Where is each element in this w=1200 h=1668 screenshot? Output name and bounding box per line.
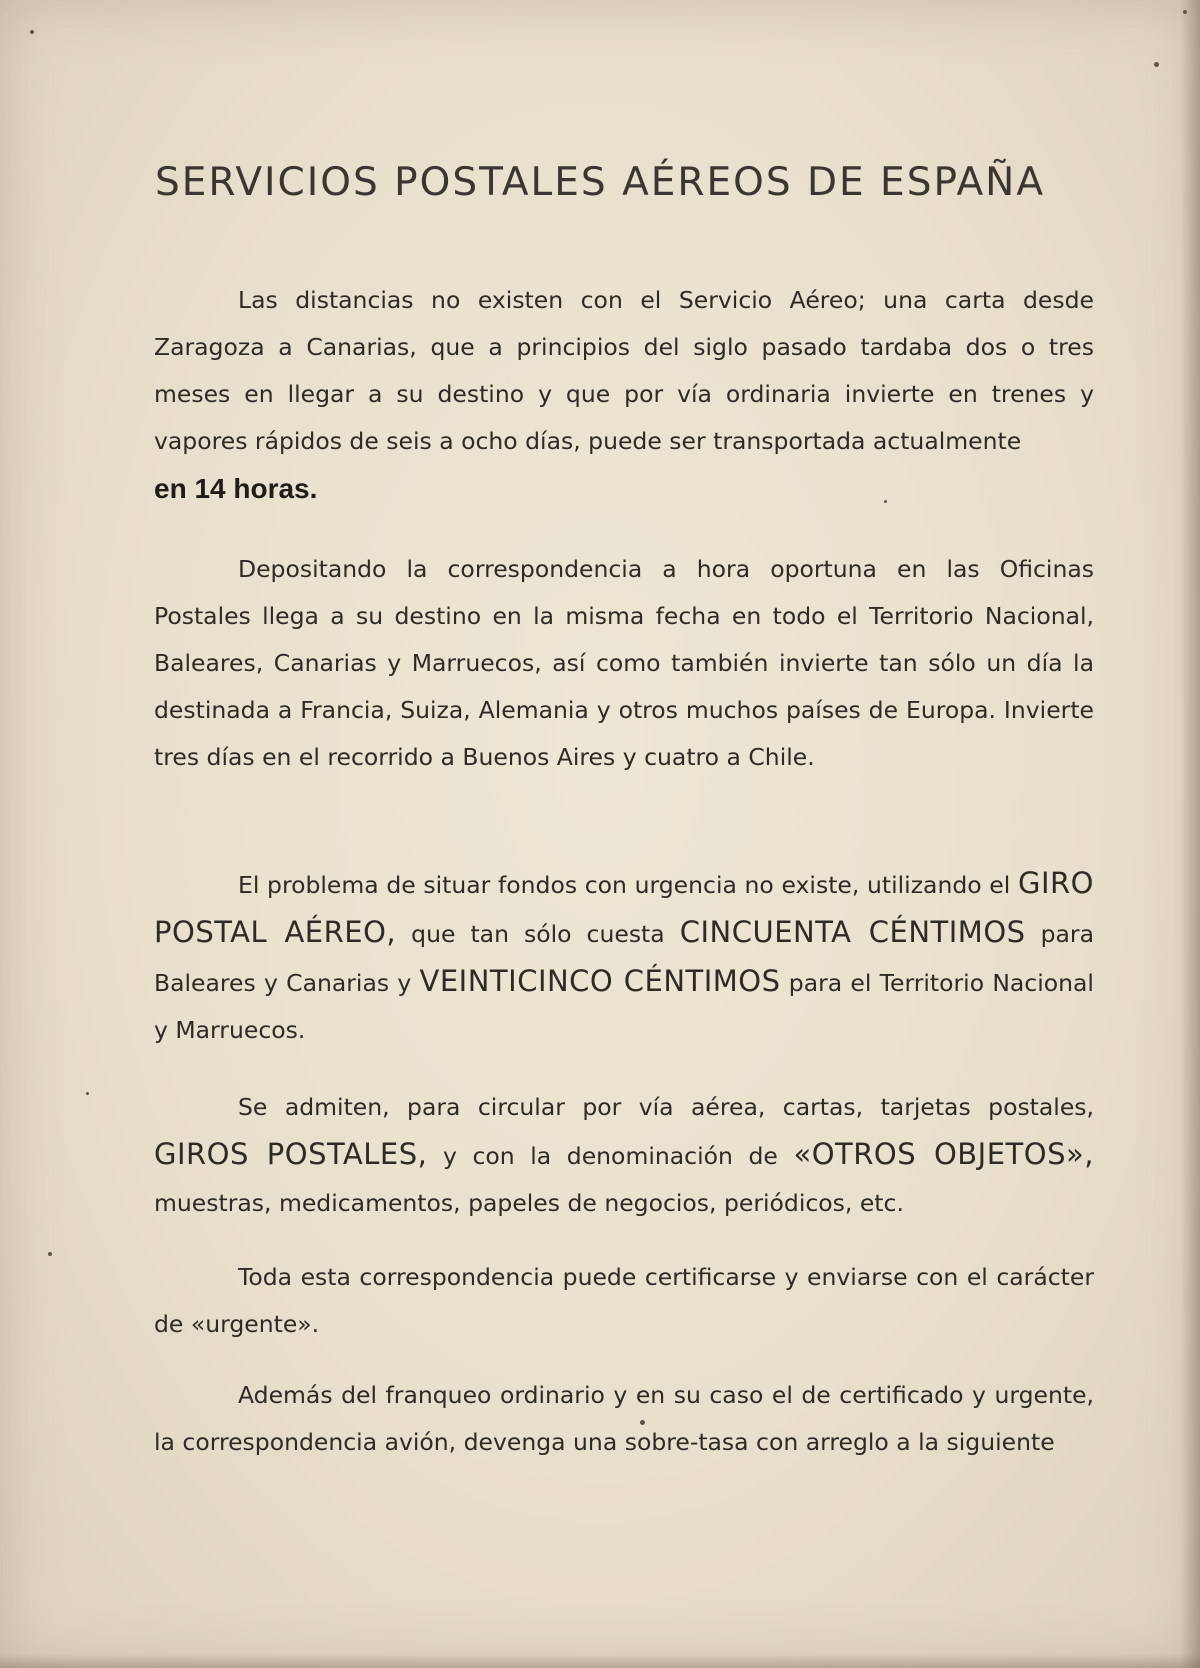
paragraph-deposit — [154, 546, 1094, 781]
delivery-time-highlight: en 14 horas. — [154, 473, 318, 504]
paragraph-deposit-text: Depositando la correspondencia a hora oportuna en las Oficinas Postales llega a su destino en la misma fecha en todo el Territorio Nacional, Baleares, Canarias y Marruecos, así como también invierte tan sólo un día la destinada a Francia, Suiza, Alemania y otros muchos países de Europa. Invierte tres días en el recorrido a Buenos Aires y cuatro a Chile. — [154, 555, 1094, 771]
paragraph-giro-postal — [154, 860, 1094, 1054]
page-edge-shadow — [1180, 0, 1200, 1668]
paragraph-certification-text: Toda esta correspondencia puede certificarse y enviarse con el carácter de «urgente». — [154, 1263, 1094, 1338]
giro-text-b: que tan sólo cuesta — [411, 920, 665, 948]
admitted-text-c: muestras, medicamentos, papeles de negocios, periódicos, etc. — [154, 1189, 904, 1217]
page-title: SERVICIOS POSTALES AÉREOS DE ESPAÑA — [154, 160, 1046, 205]
paragraph-surcharge — [154, 1372, 1094, 1466]
paragraph-certification — [154, 1254, 1094, 1348]
paragraph-surcharge-text: Además del franqueo ordinario y en su caso el de certificado y urgente, la correspondencia avión, devenga una sobre-tasa con arreglo a la siguiente — [154, 1381, 1094, 1456]
admitted-text-a: Se admiten, para circular por vía aérea, cartas, tarjetas postales, — [238, 1093, 1094, 1121]
giro-text-c: para Baleares y Canarias y — [154, 920, 1094, 997]
admitted-text-b: y con la denominación de — [442, 1142, 778, 1170]
otros-objetos-emphasis: «OTROS OBJETOS», — [793, 1137, 1094, 1171]
giro-text-a: El problema de situar fondos con urgencia no existe, utilizando el — [238, 871, 1011, 899]
giros-postales-emphasis: GIROS POSTALES, — [154, 1137, 428, 1171]
cincuenta-centimos-emphasis: CINCUENTA CÉNTIMOS — [679, 915, 1026, 949]
paragraph-admitted-items — [154, 1084, 1094, 1227]
veinticinco-centimos-emphasis: VEINTICINCO CÉNTIMOS — [419, 964, 781, 998]
paragraph-distances — [154, 277, 1094, 514]
page-bottom-edge — [0, 1654, 1200, 1668]
paragraph-distances-text: Las distancias no existen con el Servicio Aéreo; una carta desde Zaragoza a Canarias, que a principios del siglo pasado tardaba dos o tres meses en llegar a su destino y que por vía ordinaria invierte en trenes y vapores rápidos de seis a ocho días, puede ser transportada actualmente — [154, 286, 1094, 455]
giro-text-d: para el Territorio Nacional y Marruecos. — [154, 969, 1094, 1044]
giro-postal-aereo-emphasis: GIRO POSTAL AÉREO, — [154, 866, 1094, 949]
